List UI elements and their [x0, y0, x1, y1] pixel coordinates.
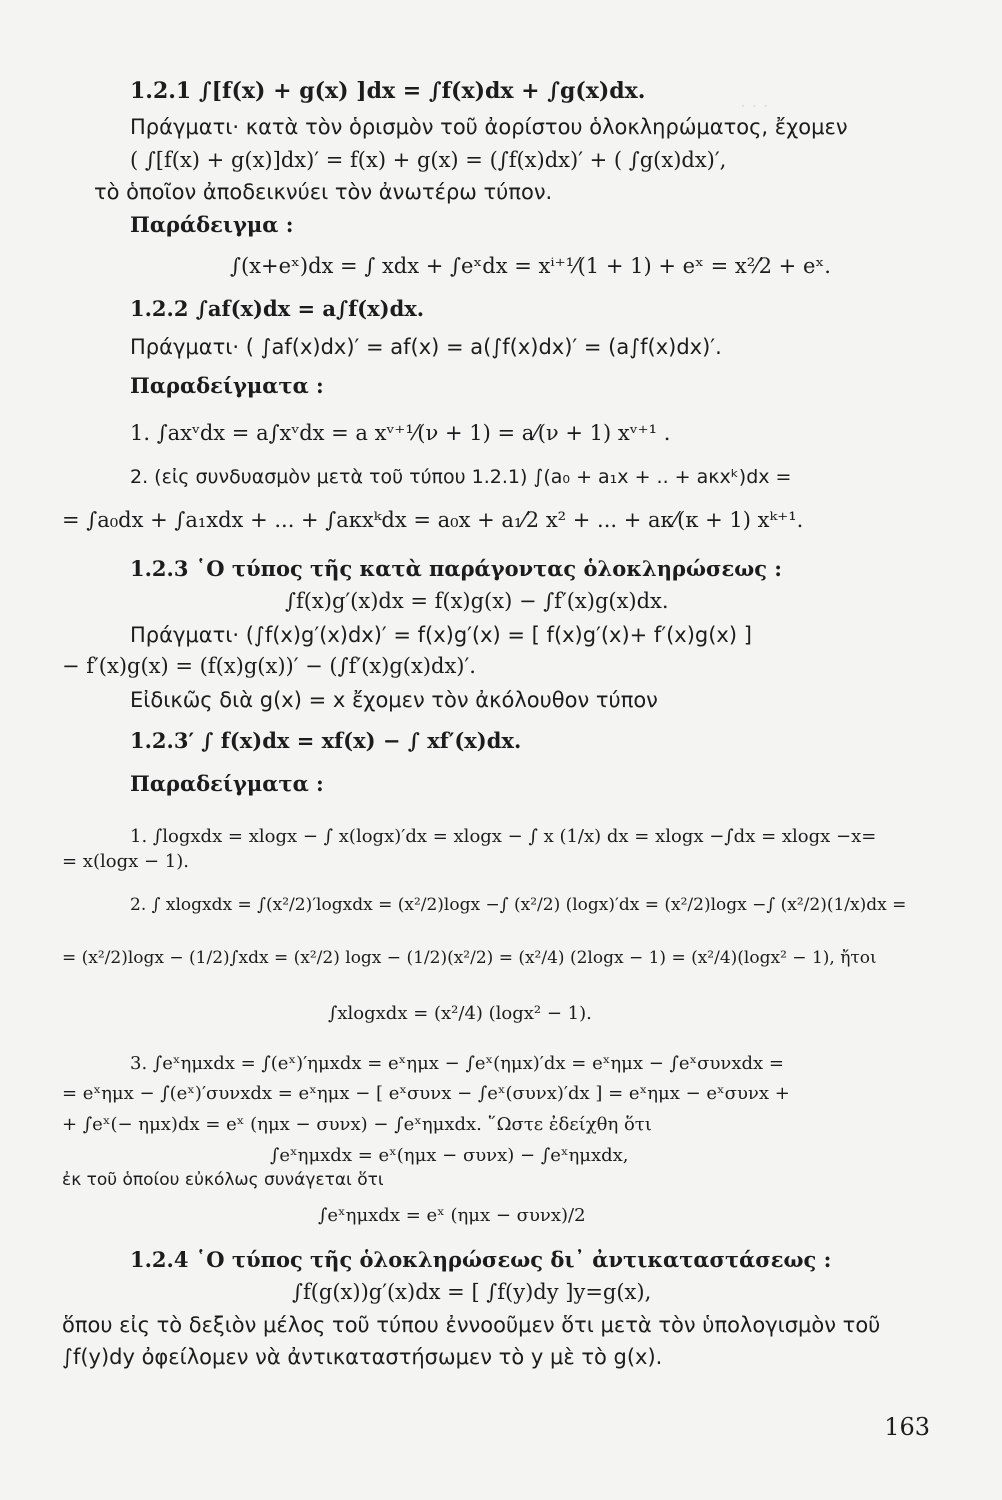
- page-number: 163: [884, 1413, 930, 1441]
- math-line: ( ∫[f(x) + g(x)]dx)′ = f(x) + g(x) = (∫f(x)dx)′ + ( ∫g(x)dx)′,: [130, 148, 727, 172]
- math-line: 3. ∫eˣημxdx = ∫(eˣ)′ημxdx = eˣημx − ∫eˣ(ημx)′dx = eˣημx − ∫eˣσυνxdx =: [130, 1053, 784, 1074]
- section-1-2-3-title: 1.2.3 ῾Ο τύπος τῆς κατὰ παράγοντας ὁλοκληρώσεως :: [130, 556, 783, 581]
- math-line: 2. ∫ xlogxdx = ∫(x²/2)′logxdx = (x²/2)logx −∫ (x²/2) (logx)′dx = (x²/2)logx −∫ (x²/2)(1/x)dx =: [130, 895, 907, 915]
- math-line: = eˣημx − ∫(eˣ)′συνxdx = eˣημx − [ eˣσυνx − ∫eˣ(συνx)′dx ] = eˣημx − eˣσυνx +: [62, 1083, 790, 1104]
- math-line: ∫eˣημxdx = eˣ(ημx − συνx) − ∫eˣημxdx,: [270, 1145, 629, 1166]
- text-line: Εἰδικῶς διὰ g(x) = x ἔχομεν τὸν ἀκόλουθον τύπον: [130, 688, 658, 712]
- examples-heading: Παραδείγματα :: [130, 771, 324, 796]
- math-line: ∫(x+eˣ)dx = ∫ xdx + ∫eˣdx = xⁱ⁺¹⁄(1 + 1) + eˣ = x²⁄2 + eˣ.: [230, 254, 831, 278]
- text-line: ἐκ τοῦ ὁποίου εὐκόλως συνάγεται ὅτι: [62, 1170, 384, 1190]
- example-heading: Παράδειγμα :: [130, 212, 294, 237]
- math-line: 1. ∫axᵛdx = a∫xᵛdx = a xᵛ⁺¹⁄(ν + 1) = a⁄(ν + 1) xᵛ⁺¹ .: [130, 421, 671, 445]
- text-line: ∫f(y)dy ὀφείλομεν νὰ ἀντικαταστήσωμεν τὸ y μὲ τὸ g(x).: [62, 1345, 663, 1369]
- text-line: ὅπου εἰς τὸ δεξιὸν μέλος τοῦ τύπου ἐννοοῦμεν ὅτι μετὰ τὸν ὑπολογισμὸν τοῦ: [62, 1313, 881, 1337]
- math-line: = (x²/2)logx − (1/2)∫xdx = (x²/2) logx − (1/2)(x²/2) = (x²/4) (2logx − 1) = (x²/4)(logx² − 1), ἤτοι: [62, 948, 877, 968]
- math-line: ∫eˣημxdx = eˣ (ημx − συνx)/2: [318, 1205, 586, 1226]
- math-line: ∫f(g(x))g′(x)dx = [ ∫f(y)dy ]y=g(x),: [292, 1280, 652, 1304]
- math-line: = ∫a₀dx + ∫a₁xdx + ... + ∫aκxᵏdx = a₀x + a₁⁄2 x² + ... + aκ⁄(κ + 1) xᵏ⁺¹.: [62, 508, 804, 532]
- formula-1-2-2: 1.2.2 ∫af(x)dx = a∫f(x)dx.: [130, 296, 425, 321]
- math-line: ∫xlogxdx = (x²/4) (logx² − 1).: [328, 1003, 592, 1024]
- text-line: Πράγματι· (∫f(x)g′(x)dx)′ = f(x)g′(x) = [ f(x)g′(x)+ f′(x)g(x) ]: [130, 623, 752, 647]
- text-line: Πράγματι· ( ∫af(x)dx)′ = af(x) = a(∫f(x)dx)′ = (a∫f(x)dx)′.: [130, 335, 722, 359]
- text-line: Πράγματι· κατὰ τὸν ὁρισμὸν τοῦ ἀορίστου ὁλοκληρώματος, ἔχομεν: [130, 115, 848, 139]
- math-line: 1. ∫logxdx = xlogx − ∫ x(logx)′dx = xlogx − ∫ x (1/x) dx = xlogx −∫dx = xlogx −x=: [130, 826, 877, 847]
- math-line: = x(logx − 1).: [62, 851, 189, 872]
- text-line: τὸ ὁποῖον ἀποδεικνύει τὸν ἀνωτέρω τύπον.: [94, 180, 553, 204]
- formula-1-2-3-prime: 1.2.3′ ∫ f(x)dx = xf(x) − ∫ xf′(x)dx.: [130, 728, 522, 753]
- math-line: + ∫eˣ(− ημx)dx = eˣ (ημx − συνx) − ∫eˣημxdx. ῞Ωστε ἐδείχθη ὅτι: [62, 1114, 652, 1135]
- show-through-text: · · ·: [740, 96, 769, 117]
- math-line: − f′(x)g(x) = (f(x)g(x))′ − (∫f′(x)g(x)dx)′.: [62, 654, 476, 678]
- examples-heading: Παραδείγματα :: [130, 373, 324, 398]
- formula-1-2-1: 1.2.1 ∫[f(x) + g(x) ]dx = ∫f(x)dx + ∫g(x)dx.: [130, 78, 646, 104]
- section-1-2-4-title: 1.2.4 ῾Ο τύπος τῆς ὁλοκληρώσεως δι᾿ ἀντικαταστάσεως :: [130, 1247, 832, 1272]
- text-line: 2. (εἰς συνδυασμὸν μετὰ τοῦ τύπου 1.2.1) ∫(a₀ + a₁x + .. + aκxᵏ)dx =: [130, 466, 792, 488]
- math-line: ∫f(x)g′(x)dx = f(x)g(x) − ∫f′(x)g(x)dx.: [285, 589, 669, 613]
